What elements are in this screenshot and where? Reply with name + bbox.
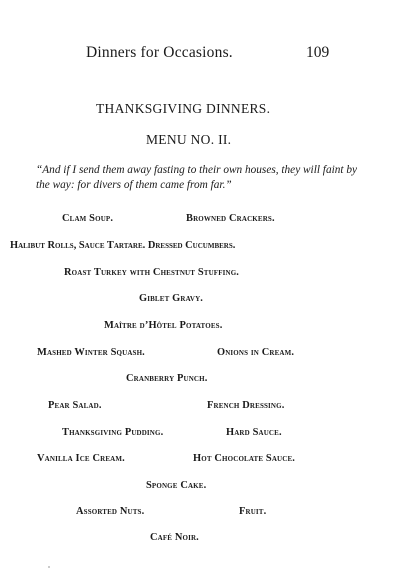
page-number: 109 [306,44,330,61]
epigraph: “And if I send them away fasting to their own houses, they will faint by the way: for divers of them came from far.” [36,164,358,191]
menu-item-hot-chocolate-sauce: Hot Chocolate Sauce. [193,453,296,464]
menu-item-onions-in-cream: Onions in Cream. [217,347,295,358]
menu-item-assorted-nuts: Assorted Nuts. [76,506,145,517]
menu-item-cafe-noir: Café Noir. [150,532,199,543]
menu-item-clam-soup: Clam Soup. [62,213,114,224]
menu-item-fruit: Fruit. [239,506,267,517]
menu-item-halibut-line: Halibut Rolls, Sauce Tartare. Dressed Cucumbers. [10,240,236,251]
menu-item-giblet-gravy: Giblet Gravy. [139,293,204,304]
menu-item-pear-salad: Pear Salad. [48,400,102,411]
menu-title: MENU NO. II. [146,132,232,147]
menu-item-french-dressing: French Dressing. [207,400,285,411]
menu-item-hard-sauce: Hard Sauce. [226,427,282,438]
menu-item-maitre-potatoes: Maître d’Hôtel Potatoes. [104,320,223,331]
paper-speck [48,566,50,568]
menu-item-roast-turkey: Roast Turkey with Chestnut Stuffing. [64,267,240,278]
menu-item-mashed-squash: Mashed Winter Squash. [37,347,145,358]
section-title: THANKSGIVING DINNERS. [96,101,271,116]
menu-item-thanksgiving-pudding: Thanksgiving Pudding. [62,427,164,438]
running-head: Dinners for Occasions. [86,44,233,61]
menu-item-browned-crackers: Browned Crackers. [186,213,275,224]
menu-item-sponge-cake: Sponge Cake. [146,480,207,491]
menu-item-vanilla-ice-cream: Vanilla Ice Cream. [37,453,125,464]
menu-item-cranberry-punch: Cranberry Punch. [126,373,208,384]
